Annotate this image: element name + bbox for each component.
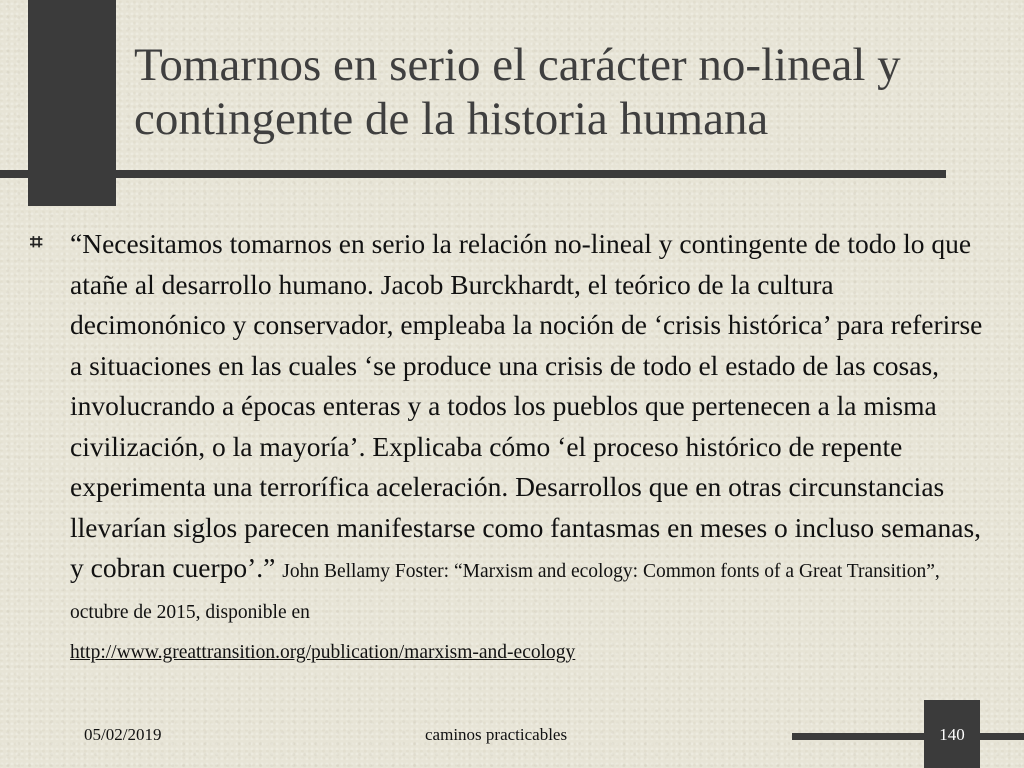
slide-body — [30, 224, 990, 670]
footer-page-number: 140 — [939, 725, 965, 744]
footer-rule — [792, 733, 1024, 740]
source-link[interactable]: http://www.greattransition.org/publication/marxism-and-ecology — [70, 642, 576, 663]
footer-title: caminos practicables — [425, 725, 568, 744]
title-line-1: Tomarnos en serio el carácter no-lineal y — [134, 39, 901, 91]
quote-text: “Necesitamos tomarnos en serio la relación no-lineal y contingente de todo lo que atañe al desarrollo humano. Jacob Burckhardt, el teórico de la cultura decimonónico y conservador, empleaba la noción de ‘crisis histórica’ para referirse a situaciones en las cuales ‘se produce una crisis de todo el estado de las cosas, involucrando a épocas enteras y a todos los pueblos que pertenecen a la misma civilización, o la mayoría’. Explicaba cómo ‘el proceso histórico de repente experimenta una terrorífica aceleración. Desarrollos que en otras circunstancias llevarían siglos parecen manifestarse como fantasmas en meses o incluso semanas, y cobran cuerpo’.” — [70, 228, 983, 583]
slide-title — [134, 38, 1014, 146]
bullet-content — [70, 224, 990, 670]
bullet-item — [30, 224, 990, 670]
footer-date: 05/02/2019 — [84, 725, 162, 744]
citation-text: John Bellamy Foster: “Marxism and ecology: Common fonts of a Great Transition”, octubre de 2015, disponible en — [70, 561, 940, 623]
bullet-icon: ⌗ — [30, 230, 43, 255]
title-underline-rule — [0, 170, 946, 178]
title-line-2: contingente de la historia humana — [134, 93, 769, 145]
